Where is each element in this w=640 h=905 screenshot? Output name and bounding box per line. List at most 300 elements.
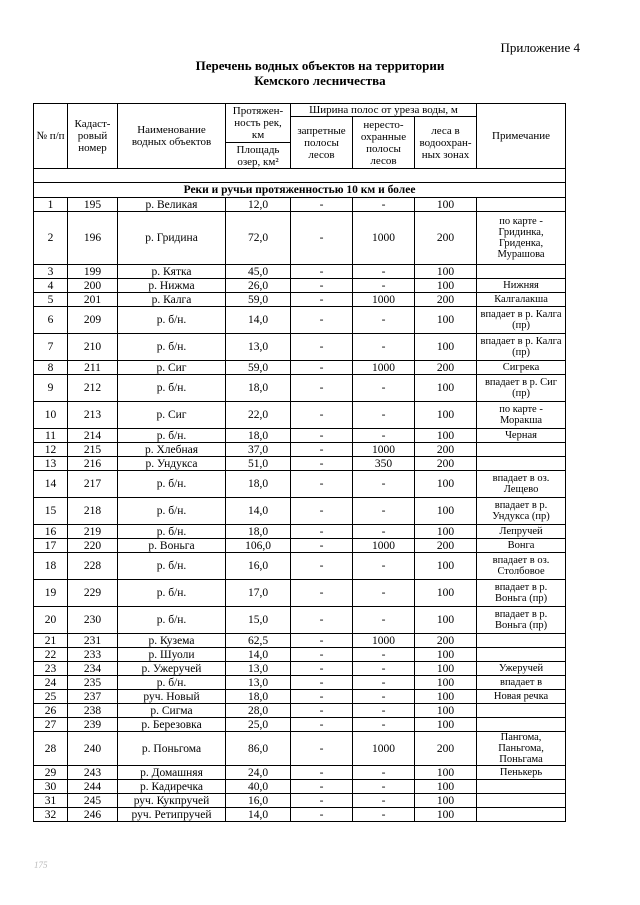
cell-num: 16	[34, 525, 68, 539]
table-row	[34, 265, 566, 279]
cell-length: 13,0	[226, 334, 291, 361]
page-subtitle: Кемского лесничества	[254, 73, 386, 88]
cell-length: 16,0	[226, 553, 291, 580]
cell-name: р. б/н.	[118, 498, 226, 525]
cell-cadastral: 210	[68, 334, 118, 361]
table-row	[34, 766, 566, 780]
cell-forbidden: -	[291, 607, 353, 634]
cell-cadastral: 211	[68, 361, 118, 375]
cell-protective: 100	[415, 525, 477, 539]
cell-spawning: -	[353, 279, 415, 293]
cell-name: р. Нижма	[118, 279, 226, 293]
cell-name: р. Кадиречка	[118, 780, 226, 794]
cell-protective: 100	[415, 648, 477, 662]
cell-cadastral: 245	[68, 794, 118, 808]
table-row	[34, 732, 566, 766]
cell-note: впадает в р. Калга (пр)	[477, 307, 566, 334]
cell-protective: 100	[415, 375, 477, 402]
cell-length: 37,0	[226, 443, 291, 457]
cell-num: 30	[34, 780, 68, 794]
cell-note	[477, 457, 566, 471]
cell-length: 59,0	[226, 293, 291, 307]
cell-cadastral: 215	[68, 443, 118, 457]
cell-note: Пангома, Паньгома, Поньгама	[477, 732, 566, 766]
cell-num: 13	[34, 457, 68, 471]
table-row	[34, 457, 566, 471]
cell-length: 28,0	[226, 704, 291, 718]
cell-length: 45,0	[226, 265, 291, 279]
cell-protective: 200	[415, 634, 477, 648]
cell-spawning: -	[353, 780, 415, 794]
cell-num: 5	[34, 293, 68, 307]
cell-forbidden: -	[291, 780, 353, 794]
table-row	[34, 402, 566, 429]
cell-cadastral: 229	[68, 580, 118, 607]
cell-spawning: -	[353, 648, 415, 662]
cell-note: по карте - Гридинка, Гриденка, Мурашова	[477, 212, 566, 265]
cell-forbidden: -	[291, 676, 353, 690]
table-row	[34, 307, 566, 334]
cell-name: р. Кузема	[118, 634, 226, 648]
cell-forbidden: -	[291, 265, 353, 279]
table-row	[34, 676, 566, 690]
cell-length: 86,0	[226, 732, 291, 766]
cell-num: 28	[34, 732, 68, 766]
page-mark: 175	[34, 860, 48, 870]
cell-spawning: -	[353, 525, 415, 539]
cell-spawning: 350	[353, 457, 415, 471]
cell-name: р. б/н.	[118, 676, 226, 690]
cell-spawning: 1000	[353, 293, 415, 307]
cell-name: р. Хлебная	[118, 443, 226, 457]
cell-name: р. б/н.	[118, 471, 226, 498]
cell-cadastral: 246	[68, 808, 118, 822]
cell-note: Пенькерь	[477, 766, 566, 780]
cell-protective: 200	[415, 361, 477, 375]
cell-name: р. Ужеручей	[118, 662, 226, 676]
table-row	[34, 375, 566, 402]
col-header-num: № п/п	[34, 104, 68, 169]
cell-protective: 100	[415, 690, 477, 704]
cell-cadastral: 235	[68, 676, 118, 690]
cell-length: 72,0	[226, 212, 291, 265]
cell-name: р. б/н.	[118, 607, 226, 634]
cell-spawning: -	[353, 808, 415, 822]
cell-forbidden: -	[291, 808, 353, 822]
table-row	[34, 662, 566, 676]
table-row	[34, 808, 566, 822]
table-row	[34, 471, 566, 498]
cell-note: впадает в р. Калга (пр)	[477, 334, 566, 361]
cell-cadastral: 219	[68, 525, 118, 539]
cell-forbidden: -	[291, 539, 353, 553]
cell-length: 16,0	[226, 794, 291, 808]
cell-forbidden: -	[291, 361, 353, 375]
cell-length: 14,0	[226, 808, 291, 822]
cell-note: впадает в р. Сиг (пр)	[477, 375, 566, 402]
cell-cadastral: 216	[68, 457, 118, 471]
cell-name: р. Кятка	[118, 265, 226, 279]
cell-num: 29	[34, 766, 68, 780]
col-header-name: Наименование водных объектов	[118, 104, 226, 169]
cell-cadastral: 240	[68, 732, 118, 766]
cell-num: 26	[34, 704, 68, 718]
table-row	[34, 580, 566, 607]
cell-protective: 100	[415, 580, 477, 607]
cell-note: впадает в оз. Столбовое	[477, 553, 566, 580]
cell-forbidden: -	[291, 704, 353, 718]
cell-length: 59,0	[226, 361, 291, 375]
cell-num: 15	[34, 498, 68, 525]
cell-protective: 200	[415, 457, 477, 471]
cell-num: 3	[34, 265, 68, 279]
cell-forbidden: -	[291, 766, 353, 780]
cell-name: р. б/н.	[118, 429, 226, 443]
cell-cadastral: 230	[68, 607, 118, 634]
cell-length: 13,0	[226, 662, 291, 676]
cell-note	[477, 794, 566, 808]
cell-protective: 100	[415, 676, 477, 690]
cell-spawning: 1000	[353, 634, 415, 648]
cell-protective: 100	[415, 307, 477, 334]
cell-spawning: -	[353, 676, 415, 690]
cell-num: 27	[34, 718, 68, 732]
cell-cadastral: 238	[68, 704, 118, 718]
cell-name: р. Сиг	[118, 361, 226, 375]
cell-protective: 100	[415, 766, 477, 780]
cell-protective: 100	[415, 794, 477, 808]
cell-protective: 100	[415, 718, 477, 732]
cell-spawning: -	[353, 580, 415, 607]
cell-length: 18,0	[226, 429, 291, 443]
table-row	[34, 198, 566, 212]
cell-note: Новая речка	[477, 690, 566, 704]
cell-note: Калгалакша	[477, 293, 566, 307]
cell-cadastral: 195	[68, 198, 118, 212]
cell-cadastral: 196	[68, 212, 118, 265]
cell-protective: 100	[415, 808, 477, 822]
cell-forbidden: -	[291, 662, 353, 676]
cell-num: 9	[34, 375, 68, 402]
cell-name: р. б/н.	[118, 375, 226, 402]
cell-cadastral: 218	[68, 498, 118, 525]
cell-name: р. Великая	[118, 198, 226, 212]
cell-protective: 100	[415, 498, 477, 525]
cell-note: Нижняя	[477, 279, 566, 293]
cell-name: р. Гридина	[118, 212, 226, 265]
cell-forbidden: -	[291, 471, 353, 498]
cell-note: Сигрека	[477, 361, 566, 375]
cell-num: 31	[34, 794, 68, 808]
cell-note: Вонга	[477, 539, 566, 553]
table-row	[34, 212, 566, 265]
col-header-area: Площадь озер, км²	[226, 143, 291, 169]
cell-num: 22	[34, 648, 68, 662]
cell-length: 18,0	[226, 471, 291, 498]
cell-cadastral: 200	[68, 279, 118, 293]
cell-name: р. б/н.	[118, 580, 226, 607]
cell-spawning: -	[353, 402, 415, 429]
cell-name: р. Поньгома	[118, 732, 226, 766]
cell-num: 6	[34, 307, 68, 334]
cell-name: руч. Новый	[118, 690, 226, 704]
cell-num: 25	[34, 690, 68, 704]
cell-num: 14	[34, 471, 68, 498]
cell-spawning: 1000	[353, 212, 415, 265]
cell-name: р. Воньга	[118, 539, 226, 553]
cell-spawning: -	[353, 794, 415, 808]
table-row	[34, 498, 566, 525]
cell-protective: 100	[415, 704, 477, 718]
cell-name: руч. Ретипручей	[118, 808, 226, 822]
cell-note	[477, 704, 566, 718]
cell-protective: 100	[415, 780, 477, 794]
col-header-forbidden: запретные полосы лесов	[291, 117, 353, 169]
cell-forbidden: -	[291, 634, 353, 648]
cell-cadastral: 209	[68, 307, 118, 334]
cell-length: 18,0	[226, 690, 291, 704]
cell-cadastral: 231	[68, 634, 118, 648]
cell-forbidden: -	[291, 279, 353, 293]
cell-cadastral: 213	[68, 402, 118, 429]
cell-cadastral: 217	[68, 471, 118, 498]
cell-note	[477, 265, 566, 279]
cell-note	[477, 718, 566, 732]
cell-note	[477, 808, 566, 822]
cell-note	[477, 198, 566, 212]
cell-spawning: 1000	[353, 539, 415, 553]
table-row	[34, 539, 566, 553]
cell-protective: 100	[415, 265, 477, 279]
cell-protective: 100	[415, 198, 477, 212]
table-row	[34, 648, 566, 662]
cell-name: р. б/н.	[118, 525, 226, 539]
cell-name: р. Сиг	[118, 402, 226, 429]
cell-spawning: -	[353, 718, 415, 732]
cell-length: 18,0	[226, 525, 291, 539]
cell-cadastral: 243	[68, 766, 118, 780]
cell-length: 14,0	[226, 498, 291, 525]
cell-protective: 100	[415, 662, 477, 676]
cell-forbidden: -	[291, 553, 353, 580]
cell-protective: 200	[415, 539, 477, 553]
cell-num: 17	[34, 539, 68, 553]
cell-length: 13,0	[226, 676, 291, 690]
cell-num: 23	[34, 662, 68, 676]
cell-num: 18	[34, 553, 68, 580]
cell-length: 106,0	[226, 539, 291, 553]
cell-spawning: -	[353, 766, 415, 780]
table-row	[34, 334, 566, 361]
cell-forbidden: -	[291, 732, 353, 766]
cell-cadastral: 220	[68, 539, 118, 553]
cell-spawning: -	[353, 498, 415, 525]
cell-protective: 100	[415, 334, 477, 361]
cell-num: 11	[34, 429, 68, 443]
cell-num: 21	[34, 634, 68, 648]
water-objects-table	[33, 103, 566, 822]
cell-cadastral: 244	[68, 780, 118, 794]
cell-forbidden: -	[291, 334, 353, 361]
cell-note	[477, 780, 566, 794]
table-row	[34, 718, 566, 732]
table-row	[34, 780, 566, 794]
cell-length: 14,0	[226, 307, 291, 334]
col-header-protective: леса в водоохран-ных зонах	[415, 117, 477, 169]
cell-num: 12	[34, 443, 68, 457]
table-row	[34, 361, 566, 375]
cell-length: 25,0	[226, 718, 291, 732]
cell-forbidden: -	[291, 429, 353, 443]
cell-length: 18,0	[226, 375, 291, 402]
col-header-width-group: Ширина полос от уреза воды, м	[291, 104, 477, 117]
cell-spawning: -	[353, 662, 415, 676]
cell-forbidden: -	[291, 525, 353, 539]
cell-protective: 200	[415, 443, 477, 457]
col-header-spawning: нересто-охранные полосы лесов	[353, 117, 415, 169]
cell-note	[477, 443, 566, 457]
page-title: Перечень водных объектов на территории	[195, 58, 445, 73]
cell-forbidden: -	[291, 457, 353, 471]
section-title: Реки и ручьи протяженностью 10 км и более	[34, 183, 566, 198]
cell-name: р. Домашняя	[118, 766, 226, 780]
appendix-label: Приложение 4	[500, 40, 580, 55]
table-row	[34, 704, 566, 718]
cell-protective: 200	[415, 293, 477, 307]
cell-note: впадает в	[477, 676, 566, 690]
cell-name: р. б/н.	[118, 307, 226, 334]
col-header-cadastral: Кадаст-ровый номер	[68, 104, 118, 169]
cell-length: 51,0	[226, 457, 291, 471]
cell-length: 22,0	[226, 402, 291, 429]
table-row	[34, 443, 566, 457]
table-row	[34, 607, 566, 634]
cell-name: руч. Кукпручей	[118, 794, 226, 808]
cell-forbidden: -	[291, 580, 353, 607]
cell-length: 15,0	[226, 607, 291, 634]
cell-forbidden: -	[291, 443, 353, 457]
cell-cadastral: 201	[68, 293, 118, 307]
cell-note: впадает в р. Воньга (пр)	[477, 607, 566, 634]
cell-note: впадает в р. Ундукса (пр)	[477, 498, 566, 525]
cell-note: Черная	[477, 429, 566, 443]
cell-num: 32	[34, 808, 68, 822]
table-row	[34, 429, 566, 443]
cell-spawning: -	[353, 265, 415, 279]
cell-forbidden: -	[291, 690, 353, 704]
cell-num: 4	[34, 279, 68, 293]
cell-forbidden: -	[291, 307, 353, 334]
cell-name: р. б/н.	[118, 553, 226, 580]
cell-cadastral: 239	[68, 718, 118, 732]
cell-spawning: -	[353, 334, 415, 361]
cell-length: 62,5	[226, 634, 291, 648]
cell-spawning: 1000	[353, 443, 415, 457]
cell-cadastral: 234	[68, 662, 118, 676]
cell-note: по карте - Моракша	[477, 402, 566, 429]
cell-name: р. Ундукса	[118, 457, 226, 471]
table-row	[34, 279, 566, 293]
cell-cadastral: 214	[68, 429, 118, 443]
cell-protective: 100	[415, 429, 477, 443]
cell-spawning: -	[353, 553, 415, 580]
cell-note: Ужеручей	[477, 662, 566, 676]
cell-length: 14,0	[226, 648, 291, 662]
cell-name: р. Сигма	[118, 704, 226, 718]
cell-protective: 100	[415, 402, 477, 429]
cell-cadastral: 212	[68, 375, 118, 402]
cell-spawning: -	[353, 704, 415, 718]
cell-note: впадает в р. Воньга (пр)	[477, 580, 566, 607]
cell-spawning: -	[353, 198, 415, 212]
cell-num: 8	[34, 361, 68, 375]
cell-num: 1	[34, 198, 68, 212]
cell-protective: 200	[415, 732, 477, 766]
cell-cadastral: 237	[68, 690, 118, 704]
cell-length: 17,0	[226, 580, 291, 607]
cell-note	[477, 648, 566, 662]
cell-spawning: -	[353, 307, 415, 334]
cell-cadastral: 199	[68, 265, 118, 279]
cell-name: р. Березовка	[118, 718, 226, 732]
cell-protective: 200	[415, 212, 477, 265]
cell-protective: 100	[415, 279, 477, 293]
table-row	[34, 553, 566, 580]
cell-name: р. Шуоли	[118, 648, 226, 662]
cell-protective: 100	[415, 471, 477, 498]
cell-forbidden: -	[291, 375, 353, 402]
cell-num: 24	[34, 676, 68, 690]
cell-forbidden: -	[291, 212, 353, 265]
cell-name: р. Калга	[118, 293, 226, 307]
cell-forbidden: -	[291, 402, 353, 429]
cell-cadastral: 233	[68, 648, 118, 662]
cell-num: 10	[34, 402, 68, 429]
cell-length: 24,0	[226, 766, 291, 780]
cell-note	[477, 634, 566, 648]
table-row	[34, 794, 566, 808]
col-header-note: Примечание	[477, 104, 566, 169]
cell-spawning: -	[353, 690, 415, 704]
table-row	[34, 525, 566, 539]
cell-spawning: 1000	[353, 361, 415, 375]
cell-note: впадает в оз. Лещево	[477, 471, 566, 498]
cell-forbidden: -	[291, 648, 353, 662]
col-header-length: Протяжен-ность рек, км	[226, 104, 291, 143]
cell-spawning: 1000	[353, 732, 415, 766]
cell-protective: 100	[415, 553, 477, 580]
table-row	[34, 634, 566, 648]
table-row	[34, 690, 566, 704]
cell-note: Лепручей	[477, 525, 566, 539]
cell-name: р. б/н.	[118, 334, 226, 361]
cell-forbidden: -	[291, 498, 353, 525]
cell-length: 26,0	[226, 279, 291, 293]
cell-num: 20	[34, 607, 68, 634]
cell-length: 12,0	[226, 198, 291, 212]
cell-spawning: -	[353, 607, 415, 634]
cell-spawning: -	[353, 471, 415, 498]
cell-cadastral: 228	[68, 553, 118, 580]
cell-spawning: -	[353, 375, 415, 402]
cell-num: 19	[34, 580, 68, 607]
table-row	[34, 293, 566, 307]
cell-spawning: -	[353, 429, 415, 443]
cell-num: 7	[34, 334, 68, 361]
cell-forbidden: -	[291, 198, 353, 212]
cell-protective: 100	[415, 607, 477, 634]
cell-forbidden: -	[291, 293, 353, 307]
